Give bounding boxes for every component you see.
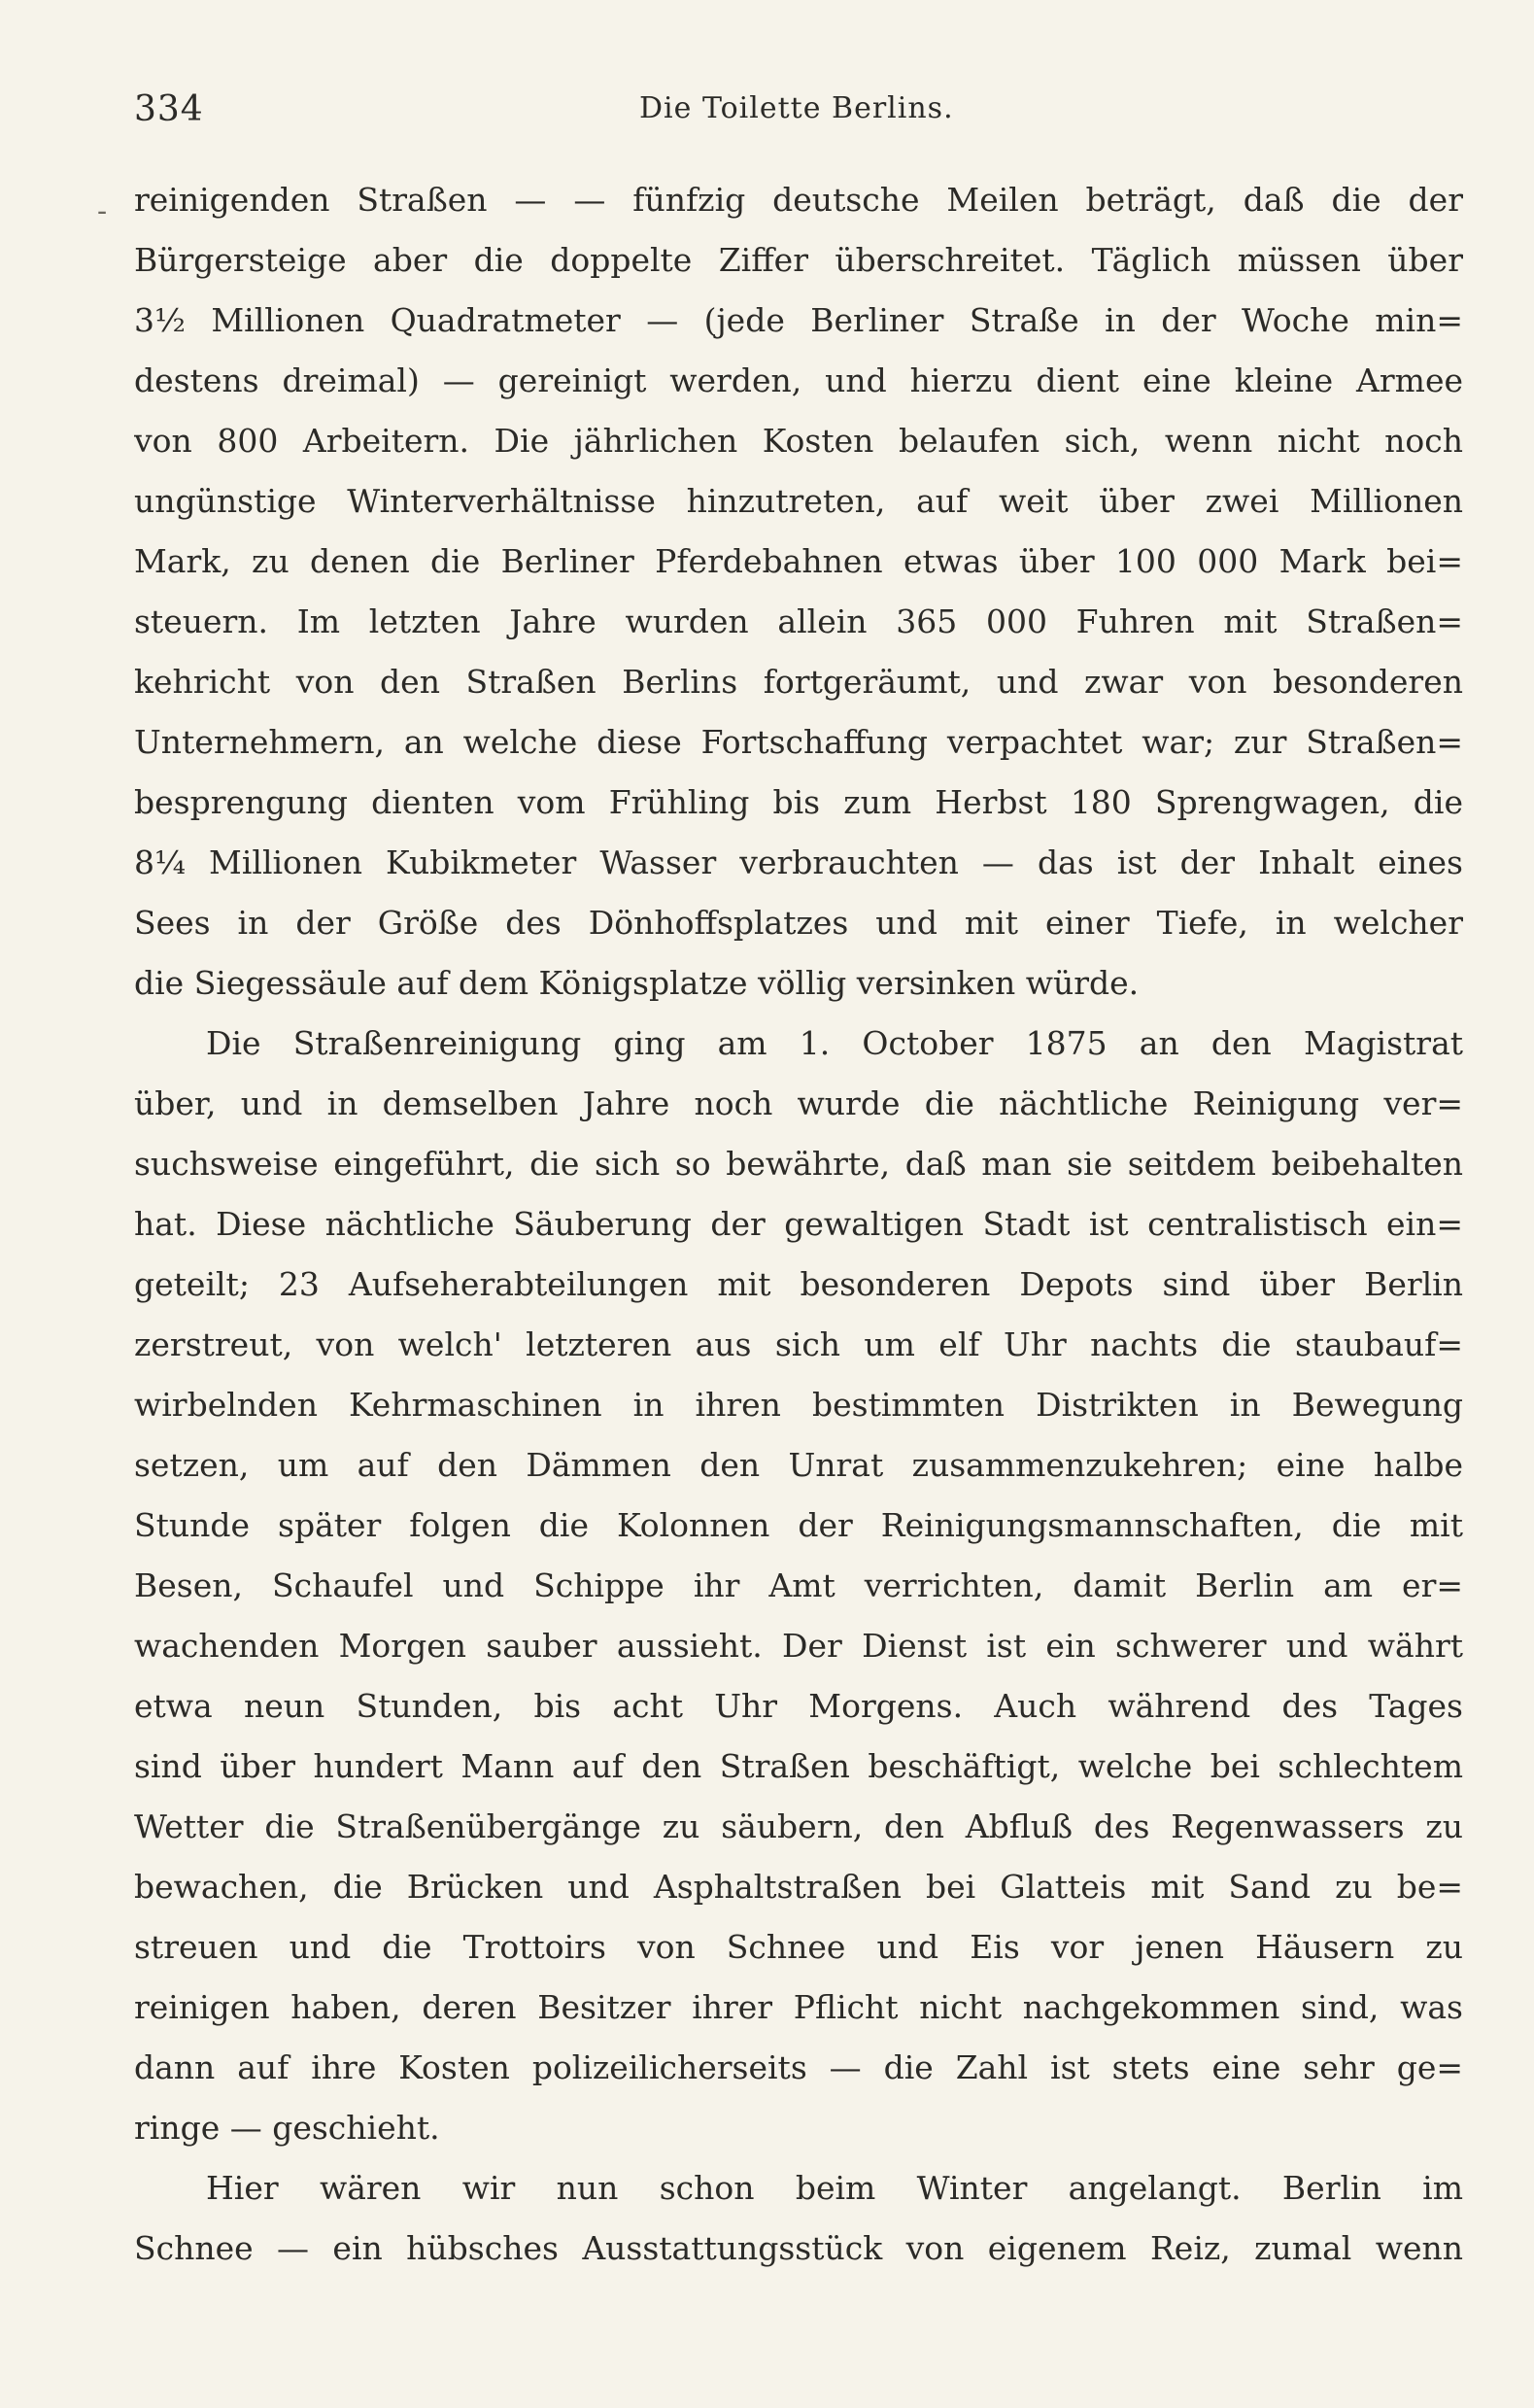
paragraph	[134, 2158, 1463, 2279]
running-head: Die Toilette Berlins.	[639, 91, 954, 125]
text-line: sind über hundert Mann auf den Straßen beschäftigt, welche bei schlechtem	[134, 1747, 1463, 1785]
text-line: reinigenden Straßen — — fünfzig deutsche Meilen beträgt, daß die der	[134, 181, 1463, 219]
text-line: Mark, zu denen die Berliner Pferdebahnen etwas über 100 000 Mark bei=	[134, 542, 1463, 580]
text-line: Besen, Schaufel und Schippe ihr Amt verrichten, damit Berlin am er=	[134, 1566, 1463, 1604]
text-line: wachenden Morgen sauber aussieht. Der Dienst ist ein schwerer und währt	[134, 1627, 1463, 1665]
text-line: steuern. Im letzten Jahre wurden allein 365 000 Fuhren mit Straßen=	[134, 602, 1463, 640]
text-line: ungünstige Winterverhältnisse hinzutreten, auf weit über zwei Millionen	[134, 482, 1463, 520]
text-line: reinigen haben, deren Besitzer ihrer Pflicht nicht nachgekommen sind, was	[134, 1988, 1463, 2026]
text-line: Bürgersteige aber die doppelte Ziffer überschreitet. Täglich müssen über	[134, 241, 1463, 279]
text-line: Hier wären wir nun schon beim Winter angelangt. Berlin im	[206, 2169, 1463, 2207]
text-line: von 800 Arbeitern. Die jährlichen Kosten belaufen sich, wenn nicht noch	[134, 422, 1463, 460]
text-line: etwa neun Stunden, bis acht Uhr Morgens. Auch während des Tages	[134, 1687, 1463, 1725]
paragraph	[134, 1014, 1463, 2158]
text-line: kehricht von den Straßen Berlins fortgeräumt, und zwar von besonderen	[134, 663, 1463, 701]
text-line: Schnee — ein hübsches Ausstattungsstück von eigenem Reiz, zumal wenn	[134, 2229, 1463, 2267]
text-line: Stunde später folgen die Kolonnen der Reinigungsmannschaften, die mit	[134, 1506, 1463, 1544]
body-text	[134, 170, 1463, 2279]
page-number: 334	[134, 89, 204, 129]
page-header	[134, 89, 1455, 138]
text-line: zerstreut, von welch' letzteren aus sich um elf Uhr nachts die staubauf=	[134, 1325, 1463, 1363]
text-line: setzen, um auf den Dämmen den Unrat zusammenzukehren; eine halbe	[134, 1446, 1463, 1484]
text-line: suchsweise eingeführt, die sich so bewährte, daß man sie seitdem beibehalten	[134, 1145, 1463, 1183]
margin-mark: -	[97, 194, 108, 228]
paragraph	[134, 170, 1463, 1014]
text-line: bewachen, die Brücken und Asphaltstraßen bei Glatteis mit Sand zu be=	[134, 1868, 1463, 1906]
text-line: dann auf ihre Kosten polizeilicherseits — die Zahl ist stets eine sehr ge=	[134, 2048, 1463, 2086]
text-line: geteilt; 23 Aufseherabteilungen mit besonderen Depots sind über Berlin	[134, 1265, 1463, 1303]
text-line: ringe — geschieht.	[134, 2109, 440, 2147]
text-line: Unternehmern, an welche diese Fortschaffung verpachtet war; zur Straßen=	[134, 723, 1463, 761]
text-line: streuen und die Trottoirs von Schnee und Eis vor jenen Häusern zu	[134, 1928, 1463, 1966]
text-line: Sees in der Größe des Dönhoffsplatzes und mit einer Tiefe, in welcher	[134, 904, 1463, 942]
text-line: Wetter die Straßenübergänge zu säubern, den Abfluß des Regenwassers zu	[134, 1807, 1463, 1845]
text-line: 8¼ Millionen Kubikmeter Wasser verbrauchten — das ist der Inhalt eines	[134, 843, 1463, 881]
text-line: die Siegessäule auf dem Königsplatze völlig versinken würde.	[134, 964, 1140, 1002]
text-line: Die Straßenreinigung ging am 1. October 1875 an den Magistrat	[206, 1024, 1463, 1062]
text-line: destens dreimal) — gereinigt werden, und hierzu dient eine kleine Armee	[134, 361, 1463, 399]
text-line: hat. Diese nächtliche Säuberung der gewaltigen Stadt ist centralistisch ein=	[134, 1205, 1463, 1243]
text-line: besprengung dienten vom Frühling bis zum Herbst 180 Sprengwagen, die	[134, 783, 1463, 821]
text-line: über, und in demselben Jahre noch wurde die nächtliche Reinigung ver=	[134, 1084, 1463, 1122]
text-line: wirbelnden Kehrmaschinen in ihren bestimmten Distrikten in Bewegung	[134, 1386, 1463, 1424]
text-line: 3½ Millionen Quadratmeter — (jede Berliner Straße in der Woche min=	[134, 301, 1463, 339]
